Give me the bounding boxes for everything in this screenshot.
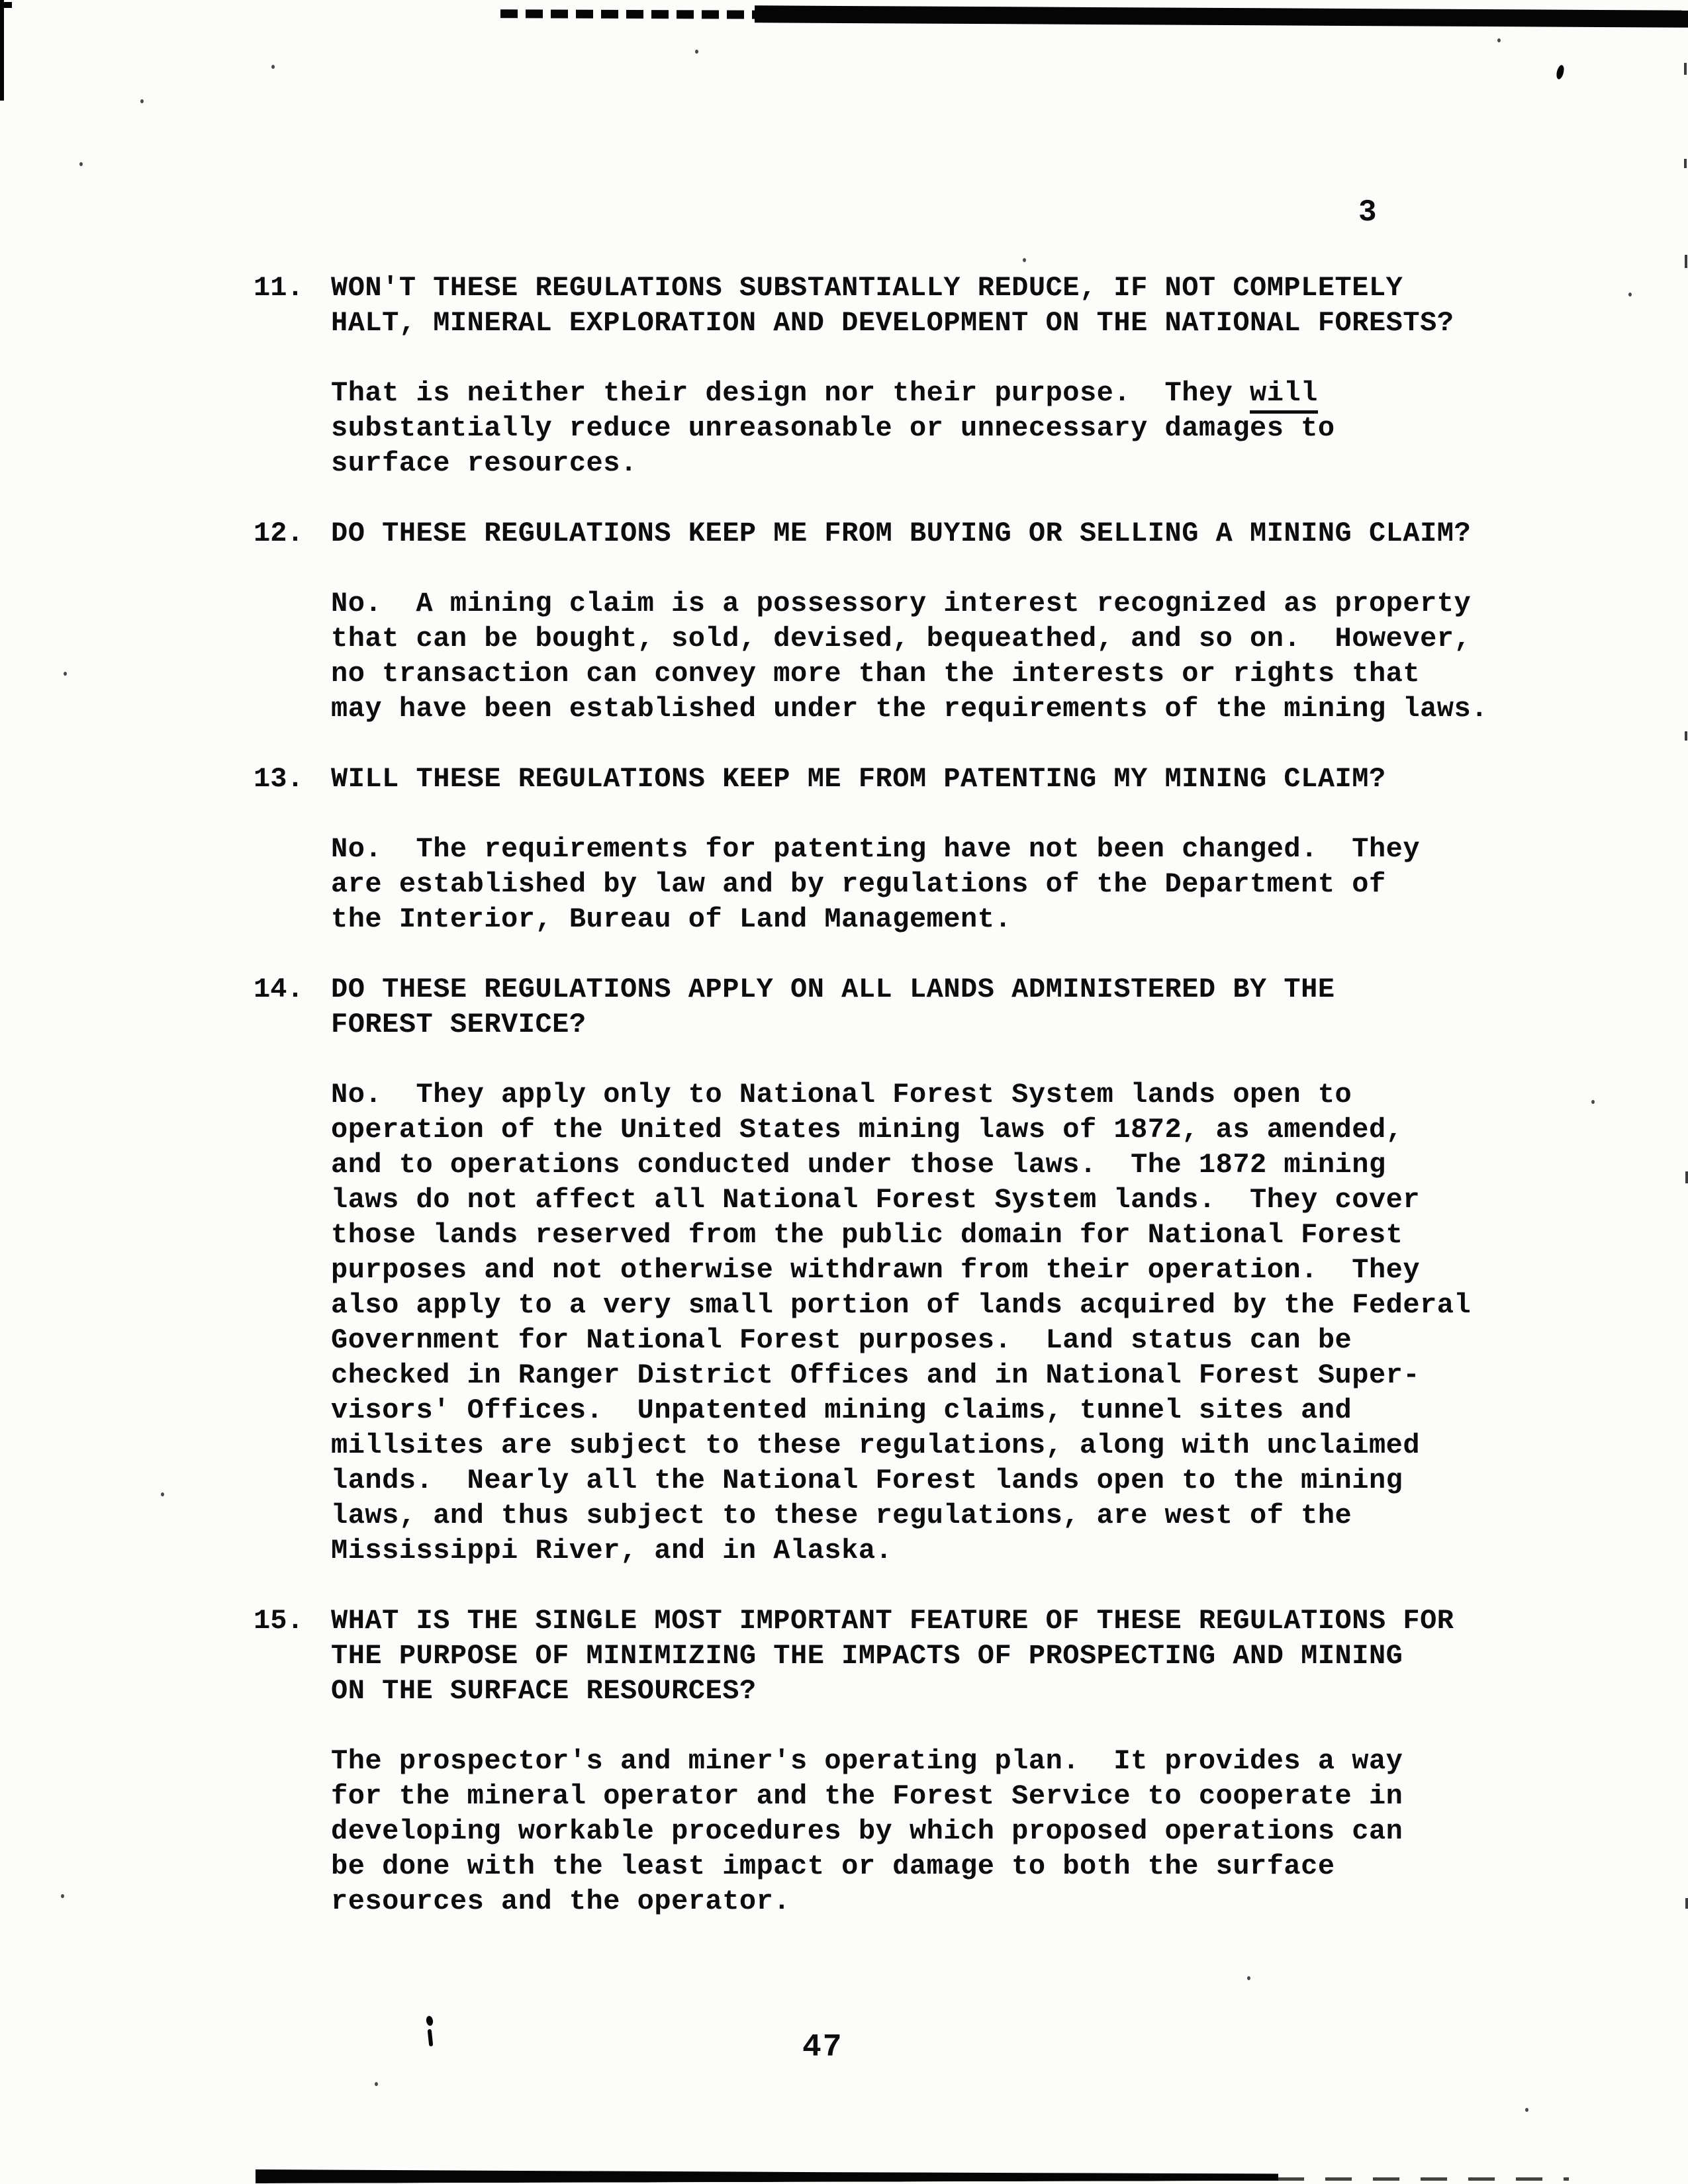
answer-line: be done with the least impact or damage to both the surface xyxy=(331,1850,1335,1882)
scan-artifact-mark xyxy=(426,2015,434,2026)
question-line: DO THESE REGULATIONS APPLY ON ALL LANDS ADMINISTERED BY THE xyxy=(331,974,1335,1005)
question-line: DO THESE REGULATIONS KEEP ME FROM BUYING OR SELLING A MINING CLAIM? xyxy=(331,518,1472,549)
question-line: ON THE SURFACE RESOURCES? xyxy=(331,1675,757,1707)
scan-speck xyxy=(1525,2108,1528,2112)
scan-speck xyxy=(1591,1100,1595,1104)
answer-line: for the mineral operator and the Forest Service to cooperate in xyxy=(331,1780,1403,1812)
page-number-top: 3 xyxy=(1358,195,1377,230)
question-line: WILL THESE REGULATIONS KEEP ME FROM PATENTING MY MINING CLAIM? xyxy=(331,763,1386,795)
scan-speck xyxy=(271,65,275,69)
answer-line: visors' Offices. Unpatented mining claims, tunnel sites and xyxy=(331,1394,1352,1426)
question-line: WHAT IS THE SINGLE MOST IMPORTANT FEATURE OF THESE REGULATIONS FOR xyxy=(331,1605,1454,1637)
answer-line: those lands reserved from the public domain for National Forest xyxy=(331,1219,1403,1251)
answer-indent xyxy=(254,1744,331,1919)
answer-line xyxy=(331,376,1511,411)
answer-line: No. A mining claim is a possessory interest recognized as property xyxy=(331,588,1472,619)
scan-edge-tick xyxy=(1684,159,1687,168)
answer-line: millsites are subject to these regulations, along with unclaimed xyxy=(331,1430,1421,1461)
question-line: WON'T THESE REGULATIONS SUBSTANTIALLY REDUCE, IF NOT COMPLETELY xyxy=(331,272,1403,304)
answer-line: No. They apply only to National Forest System lands open to xyxy=(331,1079,1352,1111)
answer-line: The prospector's and miner's operating plan. It provides a way xyxy=(331,1745,1403,1777)
answer-line: substantially reduce unreasonable or unnecessary damages to xyxy=(331,412,1335,444)
scan-artifact-corner-tick xyxy=(0,2,12,8)
answer-indent xyxy=(254,376,331,481)
scan-artifact-mark xyxy=(1555,64,1565,80)
scan-speck xyxy=(375,2082,378,2086)
answer-line: surface resources. xyxy=(331,447,637,479)
qa-item-13 xyxy=(254,762,1511,937)
answer-line: No. The requirements for patenting have not been changed. They xyxy=(331,833,1421,865)
answer-line: also apply to a very small portion of lands acquired by the Federal xyxy=(331,1289,1472,1321)
scan-speck xyxy=(1247,1976,1250,1980)
scan-speck xyxy=(695,50,698,54)
answer-line: no transaction can convey more than the interests or rights that xyxy=(331,658,1421,690)
answer-indent xyxy=(254,1077,331,1569)
answer-line: checked in Ranger District Offices and in National Forest Super- xyxy=(331,1359,1421,1391)
scan-artifact-mark xyxy=(428,2029,434,2046)
scan-artifact-bottom-bar-tail xyxy=(1278,2177,1569,2181)
underlined-word: will xyxy=(1250,377,1318,414)
scan-speck xyxy=(140,99,144,103)
answer-line: developing workable procedures by which proposed operations can xyxy=(331,1815,1403,1847)
answer-line: that can be bought, sold, devised, bequeathed, and so on. However, xyxy=(331,623,1472,655)
question-number: 14. xyxy=(254,974,304,1005)
question-line: FOREST SERVICE? xyxy=(331,1009,586,1040)
scan-artifact-top-bar xyxy=(755,5,1688,27)
scan-speck xyxy=(161,1492,164,1496)
qa-item-15 xyxy=(254,1604,1511,1919)
scan-edge-tick xyxy=(1685,1171,1688,1183)
answer-line: may have been established under the requirements of the mining laws. xyxy=(331,693,1488,725)
scan-speck xyxy=(64,672,67,676)
answer-line: are established by law and by regulations of the Department of xyxy=(331,868,1386,900)
scan-speck xyxy=(1628,293,1632,296)
question-line: THE PURPOSE OF MINIMIZING THE IMPACTS OF PROSPECTING AND MINING xyxy=(331,1640,1403,1672)
qa-item-12 xyxy=(254,516,1511,727)
answer-line: laws do not affect all National Forest System lands. They cover xyxy=(331,1184,1421,1216)
scan-speck xyxy=(79,162,83,166)
question-line: HALT, MINERAL EXPLORATION AND DEVELOPMENT ON THE NATIONAL FORESTS? xyxy=(331,307,1454,339)
question-number: 13. xyxy=(254,763,304,795)
page-number-bottom: 47 xyxy=(802,2030,843,2066)
answer-line: operation of the United States mining laws of 1872, as amended, xyxy=(331,1114,1403,1146)
answer-indent xyxy=(254,832,331,937)
answer-line: lands. Nearly all the National Forest lands open to the mining xyxy=(331,1465,1403,1496)
answer-text: That is neither their design nor their purpose. They xyxy=(331,377,1250,409)
scan-artifact-bottom-bar xyxy=(256,2167,1278,2183)
scan-speck xyxy=(1023,258,1026,262)
answer-line: laws, and thus subject to these regulations, are west of the xyxy=(331,1500,1352,1531)
scan-artifact-left-edge xyxy=(0,0,4,101)
scan-edge-tick xyxy=(1684,63,1687,75)
question-number: 12. xyxy=(254,518,304,549)
answer-line: the Interior, Bureau of Land Management. xyxy=(331,903,1012,935)
answer-line: purposes and not otherwise withdrawn from their operation. They xyxy=(331,1254,1421,1286)
scan-speck xyxy=(61,1894,64,1898)
answer-indent xyxy=(254,586,331,727)
answer-line: Government for National Forest purposes. Land status can be xyxy=(331,1324,1352,1356)
scan-artifact-top-bar-dashes xyxy=(500,9,772,19)
qa-item-14 xyxy=(254,972,1511,1569)
answer-line: resources and the operator. xyxy=(331,1886,791,1917)
scan-edge-tick xyxy=(1685,731,1687,741)
question-number: 15. xyxy=(254,1605,304,1637)
qa-item-11 xyxy=(254,271,1511,481)
scan-edge-tick xyxy=(1685,255,1687,268)
answer-line: Mississippi River, and in Alaska. xyxy=(331,1535,893,1567)
scan-speck xyxy=(1497,38,1501,42)
question-number: 11. xyxy=(254,272,304,304)
qa-document xyxy=(254,271,1511,1954)
scan-edge-tick xyxy=(1685,1898,1688,1909)
answer-line: and to operations conducted under those laws. The 1872 mining xyxy=(331,1149,1386,1181)
